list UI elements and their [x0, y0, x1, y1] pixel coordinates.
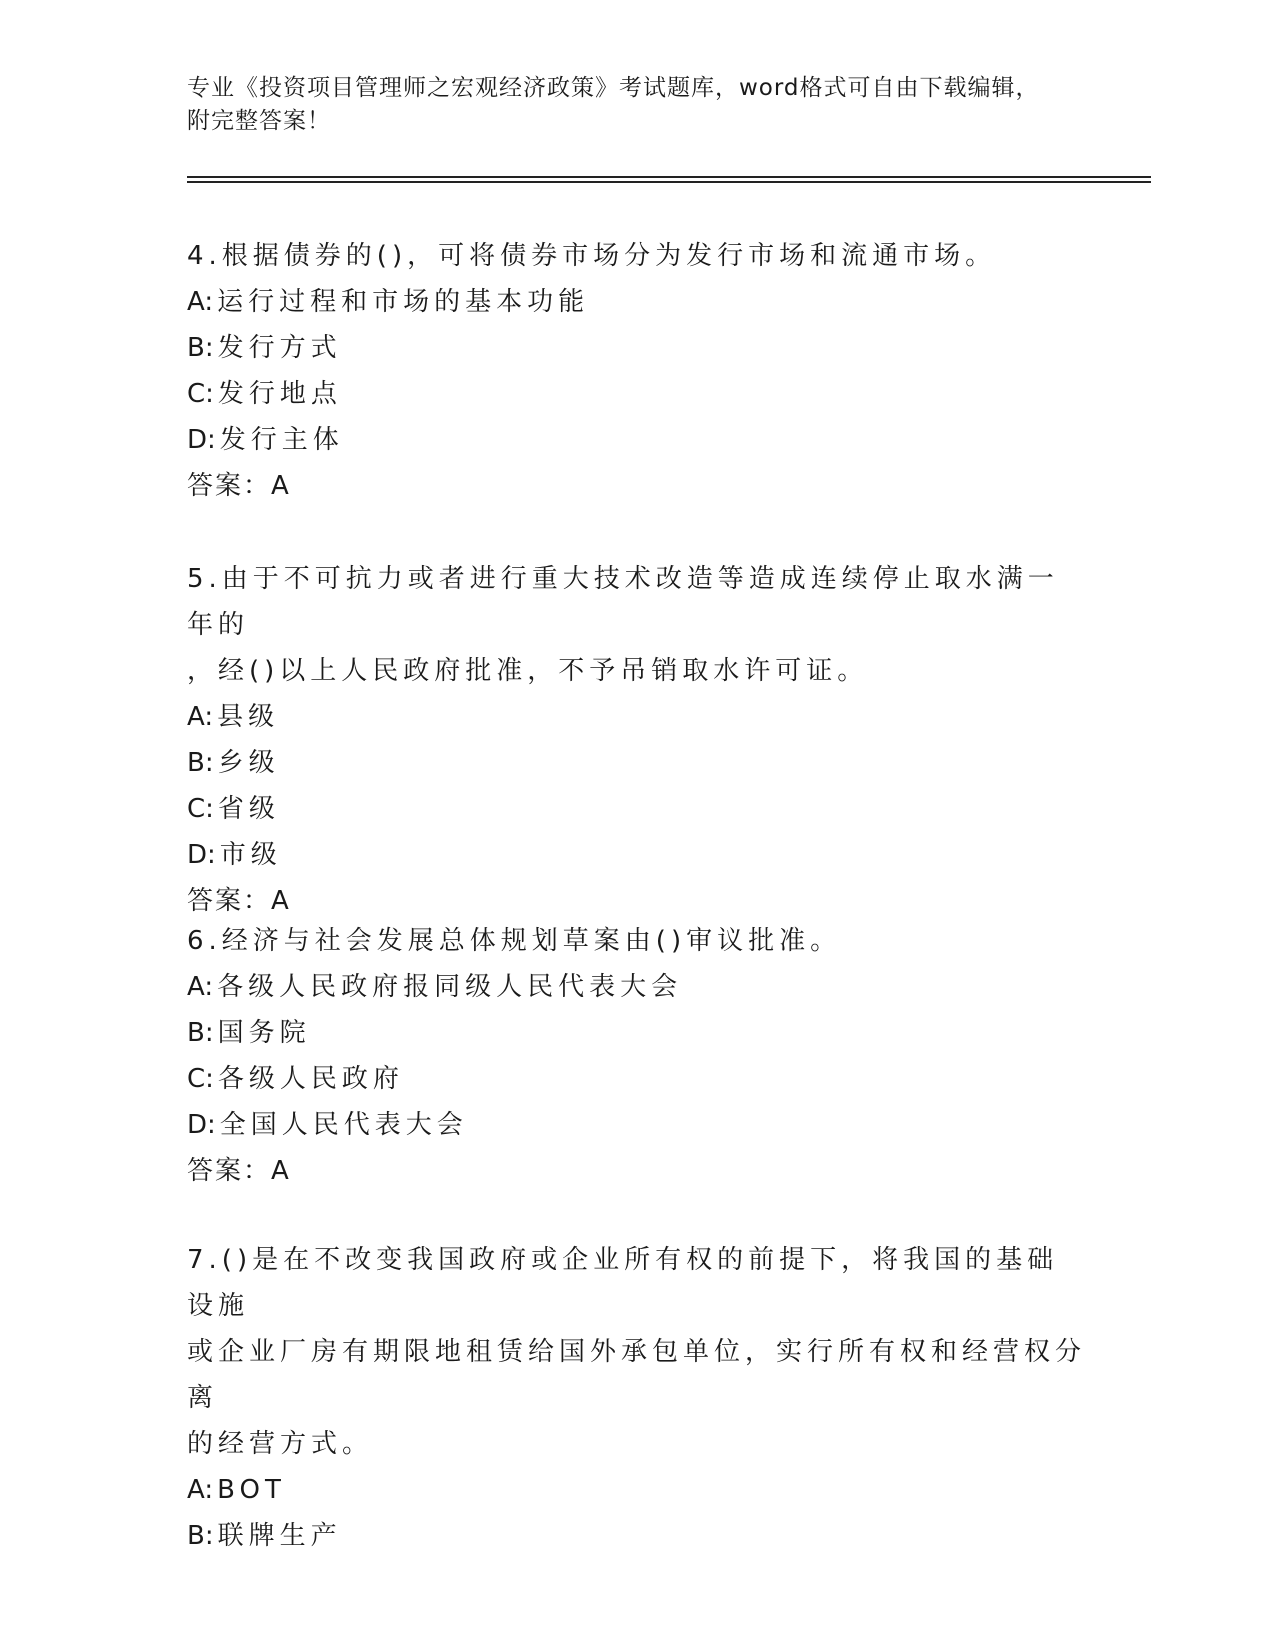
question-stem-line: 的经营方式。 — [187, 1429, 374, 1459]
option-text: 全国人民代表大会 — [219, 1110, 468, 1140]
option-key: B: — [187, 748, 214, 778]
option-key: A: — [187, 287, 214, 317]
answer: 答案：A — [187, 886, 291, 916]
option-text: 省级 — [217, 794, 280, 824]
option-text: 市级 — [219, 840, 282, 870]
option-text: 发行主体 — [219, 425, 344, 455]
header-line-2: 附完整答案！ — [187, 108, 331, 134]
option-text: 联牌生产 — [217, 1521, 342, 1551]
option-b — [187, 1010, 1087, 1056]
option-text: 发行方式 — [217, 333, 342, 363]
option-key: C: — [187, 379, 214, 409]
option-b — [187, 1513, 1087, 1559]
header-divider-top — [187, 176, 1151, 178]
question-stem-line: ，经()以上人民政府批准，不予吊销取水许可证。 — [187, 656, 869, 686]
question-stem — [187, 233, 1087, 279]
question-stem — [187, 556, 1087, 694]
option-key: C: — [187, 794, 214, 824]
option-a — [187, 1467, 1087, 1513]
question-stem-line: 5.由于不可抗力或者进行重大技术改造等造成连续停止取水满一年的 — [187, 564, 1059, 640]
question-stem-line: 6.经济与社会发展总体规划草案由()审议批准。 — [187, 926, 842, 956]
option-d — [187, 1102, 1087, 1148]
question-stem — [187, 1237, 1087, 1467]
option-key: D: — [187, 425, 216, 455]
question-stem — [187, 918, 1087, 964]
option-key: B: — [187, 333, 214, 363]
option-b — [187, 740, 1087, 786]
option-a — [187, 964, 1087, 1010]
option-c — [187, 1056, 1087, 1102]
question-stem-line: 7.()是在不改变我国政府或企业所有权的前提下，将我国的基础设施 — [187, 1245, 1059, 1321]
option-text: 发行地点 — [217, 379, 342, 409]
answer: 答案：A — [187, 471, 291, 501]
option-text: 各级人民政府报同级人民代表大会 — [217, 972, 683, 1002]
option-key: A: — [187, 702, 214, 732]
option-d — [187, 417, 1087, 463]
header-divider-bottom — [187, 181, 1151, 183]
option-text: BOT — [217, 1475, 286, 1505]
option-key: D: — [187, 840, 216, 870]
question-5 — [187, 556, 1087, 924]
option-key: B: — [187, 1521, 214, 1551]
option-c — [187, 786, 1087, 832]
question-4 — [187, 233, 1087, 509]
option-text: 运行过程和市场的基本功能 — [217, 287, 590, 317]
option-key: B: — [187, 1018, 214, 1048]
question-stem-line: 4.根据债券的()，可将债券市场分为发行市场和流通市场。 — [187, 241, 997, 271]
option-key: C: — [187, 1064, 214, 1094]
option-text: 各级人民政府 — [217, 1064, 404, 1094]
document-header — [187, 72, 1087, 138]
option-b — [187, 325, 1087, 371]
header-line-1: 专业《投资项目管理师之宏观经济政策》考试题库，word格式可自由下载编辑， — [187, 75, 1040, 101]
answer: 答案：A — [187, 1156, 291, 1186]
option-key: A: — [187, 972, 214, 1002]
question-stem-line: 或企业厂房有期限地租赁给国外承包单位，实行所有权和经营权分离 — [187, 1337, 1087, 1413]
option-key: D: — [187, 1110, 216, 1140]
option-text: 国务院 — [217, 1018, 311, 1048]
option-text: 县级 — [217, 702, 280, 732]
option-key: A: — [187, 1475, 214, 1505]
option-a — [187, 694, 1087, 740]
option-c — [187, 371, 1087, 417]
question-7 — [187, 1237, 1087, 1559]
option-a — [187, 279, 1087, 325]
option-text: 乡级 — [217, 748, 280, 778]
question-6 — [187, 918, 1087, 1194]
option-d — [187, 832, 1087, 878]
